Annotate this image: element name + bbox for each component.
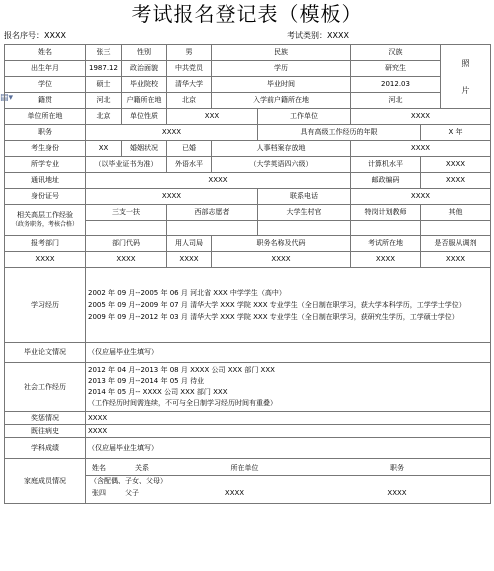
label-health: 既往病史 <box>5 425 86 438</box>
senior-check-2[interactable] <box>167 220 258 236</box>
label-work: 社会工作经历 <box>5 363 86 412</box>
value-education[interactable]: 研究生 <box>351 61 441 77</box>
senior-option-1[interactable]: 三支一扶 <box>86 205 167 221</box>
label-political: 政治面貌 <box>122 61 167 77</box>
label-education: 学历 <box>212 61 351 77</box>
value-years-in-position[interactable]: X 年 <box>421 125 491 141</box>
label-thesis: 毕业论文情况 <box>5 343 86 363</box>
label-birth: 出生年月 <box>5 61 86 77</box>
family-header-relation: 关系 <box>135 464 149 472</box>
value-gender[interactable]: 男 <box>167 45 212 61</box>
label-unit-location: 单位所在地 <box>5 109 86 125</box>
value-awards[interactable]: XXXX <box>86 412 491 425</box>
family-header-position: 职务 <box>390 464 404 472</box>
label-foreign-lang: 外语水平 <box>167 157 212 173</box>
value-adjust[interactable]: XXXX <box>421 252 491 268</box>
value-foreign-lang[interactable]: （大学英语四六级） <box>212 157 351 173</box>
value-marital[interactable]: 已婚 <box>167 141 212 157</box>
senior-option-2[interactable]: 西部志愿者 <box>167 205 258 221</box>
label-employer: 用人司局 <box>167 236 212 252</box>
value-position-name-code[interactable]: XXXX <box>212 252 351 268</box>
label-grad-time: 毕业时间 <box>212 77 351 93</box>
family-member-name[interactable]: 张四 <box>92 489 106 497</box>
value-health[interactable]: XXXX <box>86 425 491 438</box>
value-name[interactable]: 张三 <box>86 45 122 61</box>
value-grad-time[interactable]: 2012.03 <box>351 77 441 93</box>
value-id-no[interactable]: XXXX <box>86 189 258 205</box>
value-position[interactable]: XXXX <box>86 125 258 141</box>
study-line: 2009 年 09 月--2012 年 03 月 清华大学 XXX 学院 XXX 专业学生（全日制在职学习，获研究生学历，工学硕士学位） <box>88 313 459 321</box>
label-family: 家庭成员情况 <box>5 459 86 504</box>
value-unit-nature[interactable]: XXX <box>167 109 258 125</box>
label-exam-site: 考试所在地 <box>351 236 421 252</box>
value-postcode[interactable]: XXXX <box>421 173 491 189</box>
label-marital: 婚姻状况 <box>122 141 167 157</box>
value-hukou[interactable]: 北京 <box>167 93 212 109</box>
label-pre-hukou: 入学前户籍所在地 <box>212 93 351 109</box>
value-address[interactable]: XXXX <box>86 173 351 189</box>
work-line: 2014 年 05 月-- XXXX 公司 XXX 部门 XXX <box>88 388 228 396</box>
value-major[interactable]: （以毕业证书为准） <box>86 157 167 173</box>
label-ethnicity: 民族 <box>212 45 351 61</box>
label-gender: 性别 <box>122 45 167 61</box>
value-exam-site[interactable]: XXXX <box>351 252 421 268</box>
label-position: 职务 <box>5 125 86 141</box>
registration-number: 报名序号：XXXX <box>4 31 66 40</box>
family-header-unit: 所在单位 <box>230 464 259 472</box>
label-phone: 联系电话 <box>258 189 351 205</box>
value-political[interactable]: 中共党员 <box>167 61 212 77</box>
value-ethnicity[interactable]: 汉族 <box>351 45 441 61</box>
label-senior-exp <box>5 205 86 236</box>
label-id-no: 身份证号 <box>5 189 86 205</box>
value-employer[interactable]: XXXX <box>167 252 212 268</box>
page-title: 考试报名登记表（模板） <box>131 2 363 26</box>
photo-box[interactable] <box>441 45 491 109</box>
family-member-unit[interactable]: XXXX <box>224 489 245 497</box>
label-hukou: 户籍所在地 <box>122 93 167 109</box>
label-native: 籍贯 <box>5 93 86 109</box>
label-research: 学科成绩 <box>5 438 86 459</box>
label-dept-code: 部门代码 <box>86 236 167 252</box>
label-work-unit: 工作单位 <box>258 109 351 125</box>
label-adjust: 是否服从调剂 <box>421 236 491 252</box>
label-awards: 奖惩情况 <box>5 412 86 425</box>
senior-check-5[interactable] <box>421 220 491 236</box>
value-degree[interactable]: 硕士 <box>86 77 122 93</box>
family-note: （含配偶、子女、父母） <box>90 477 167 485</box>
senior-check-3[interactable] <box>258 220 351 236</box>
value-phone[interactable]: XXXX <box>351 189 491 205</box>
work-line: （工作经历时间需连续，不可与全日制学习经历时间有重叠） <box>88 399 277 407</box>
label-exam-identity: 考生身份 <box>5 141 86 157</box>
senior-check-4[interactable] <box>351 220 421 236</box>
value-work[interactable] <box>86 363 491 412</box>
value-work-unit[interactable]: XXXX <box>351 109 491 125</box>
senior-check-1[interactable] <box>86 220 167 236</box>
label-years-in-position: 具有高级工作经历的年限 <box>258 125 421 141</box>
senior-exp-note: （政务职务，考核合格） <box>11 221 78 228</box>
label-name: 姓名 <box>5 45 86 61</box>
senior-option-4[interactable]: 特岗计划教师 <box>351 205 421 221</box>
label-unit-nature: 单位性质 <box>122 109 167 125</box>
study-line: 2005 年 09 月--2009 年 07 月 清华大学 XXX 学院 XXX 专业学生（全日制在职学习，获大学本科学历，工学学士学位） <box>88 301 466 309</box>
label-archive: 人事档案存放地 <box>212 141 351 157</box>
value-thesis[interactable]: （仅应届毕业生填写） <box>86 343 491 363</box>
document-icon[interactable]: ▤▾ <box>0 93 14 103</box>
label-degree: 学位 <box>5 77 86 93</box>
value-research[interactable]: （仅应届毕业生填写） <box>86 438 491 459</box>
value-dept-code[interactable]: XXXX <box>86 252 167 268</box>
value-dept[interactable]: XXXX <box>5 252 86 268</box>
value-computer[interactable]: XXXX <box>421 157 491 173</box>
senior-option-3[interactable]: 大学生村官 <box>258 205 351 221</box>
value-archive[interactable]: XXXX <box>351 141 491 157</box>
senior-exp-title: 相关高层工作经验 <box>17 211 73 219</box>
value-unit-location[interactable]: 北京 <box>86 109 122 125</box>
family-member-position[interactable]: XXXX <box>387 489 407 497</box>
value-exam-identity[interactable]: XX <box>86 141 122 157</box>
label-study: 学习经历 <box>5 268 86 343</box>
label-major: 所学专业 <box>5 157 86 173</box>
value-school[interactable]: 清华大学 <box>167 77 212 93</box>
work-line: 2013 年 09 月--2014 年 05 月 待业 <box>88 377 205 385</box>
value-family[interactable] <box>86 459 491 504</box>
value-birth[interactable]: 1987.12 <box>86 61 122 77</box>
family-member-relation[interactable]: 父子 <box>125 489 139 497</box>
label-postcode: 邮政编码 <box>351 173 421 189</box>
label-dept: 报考部门 <box>5 236 86 252</box>
family-header-name: 姓名 <box>92 464 106 472</box>
label-school: 毕业院校 <box>122 77 167 93</box>
label-computer: 计算机水平 <box>351 157 421 173</box>
photo-label-1: 照 <box>461 58 470 68</box>
label-address: 通讯地址 <box>5 173 86 189</box>
label-position-name-code: 职务名称及代码 <box>212 236 351 252</box>
value-study[interactable] <box>86 268 491 343</box>
senior-option-5[interactable]: 其他 <box>421 205 491 221</box>
exam-category: 考试类别：XXXX <box>287 31 349 40</box>
registration-form <box>4 44 491 504</box>
study-line: 2002 年 09 月--2005 年 06 月 河北省 XXX 中学学生（高中） <box>88 289 286 297</box>
value-pre-hukou[interactable]: 河北 <box>351 93 441 109</box>
work-line: 2012 年 04 月--2013 年 08 月 XXXX 公司 XXX 部门 XXX <box>88 366 275 374</box>
value-native[interactable]: 河北 <box>86 93 122 109</box>
photo-label-2: 片 <box>461 85 470 95</box>
